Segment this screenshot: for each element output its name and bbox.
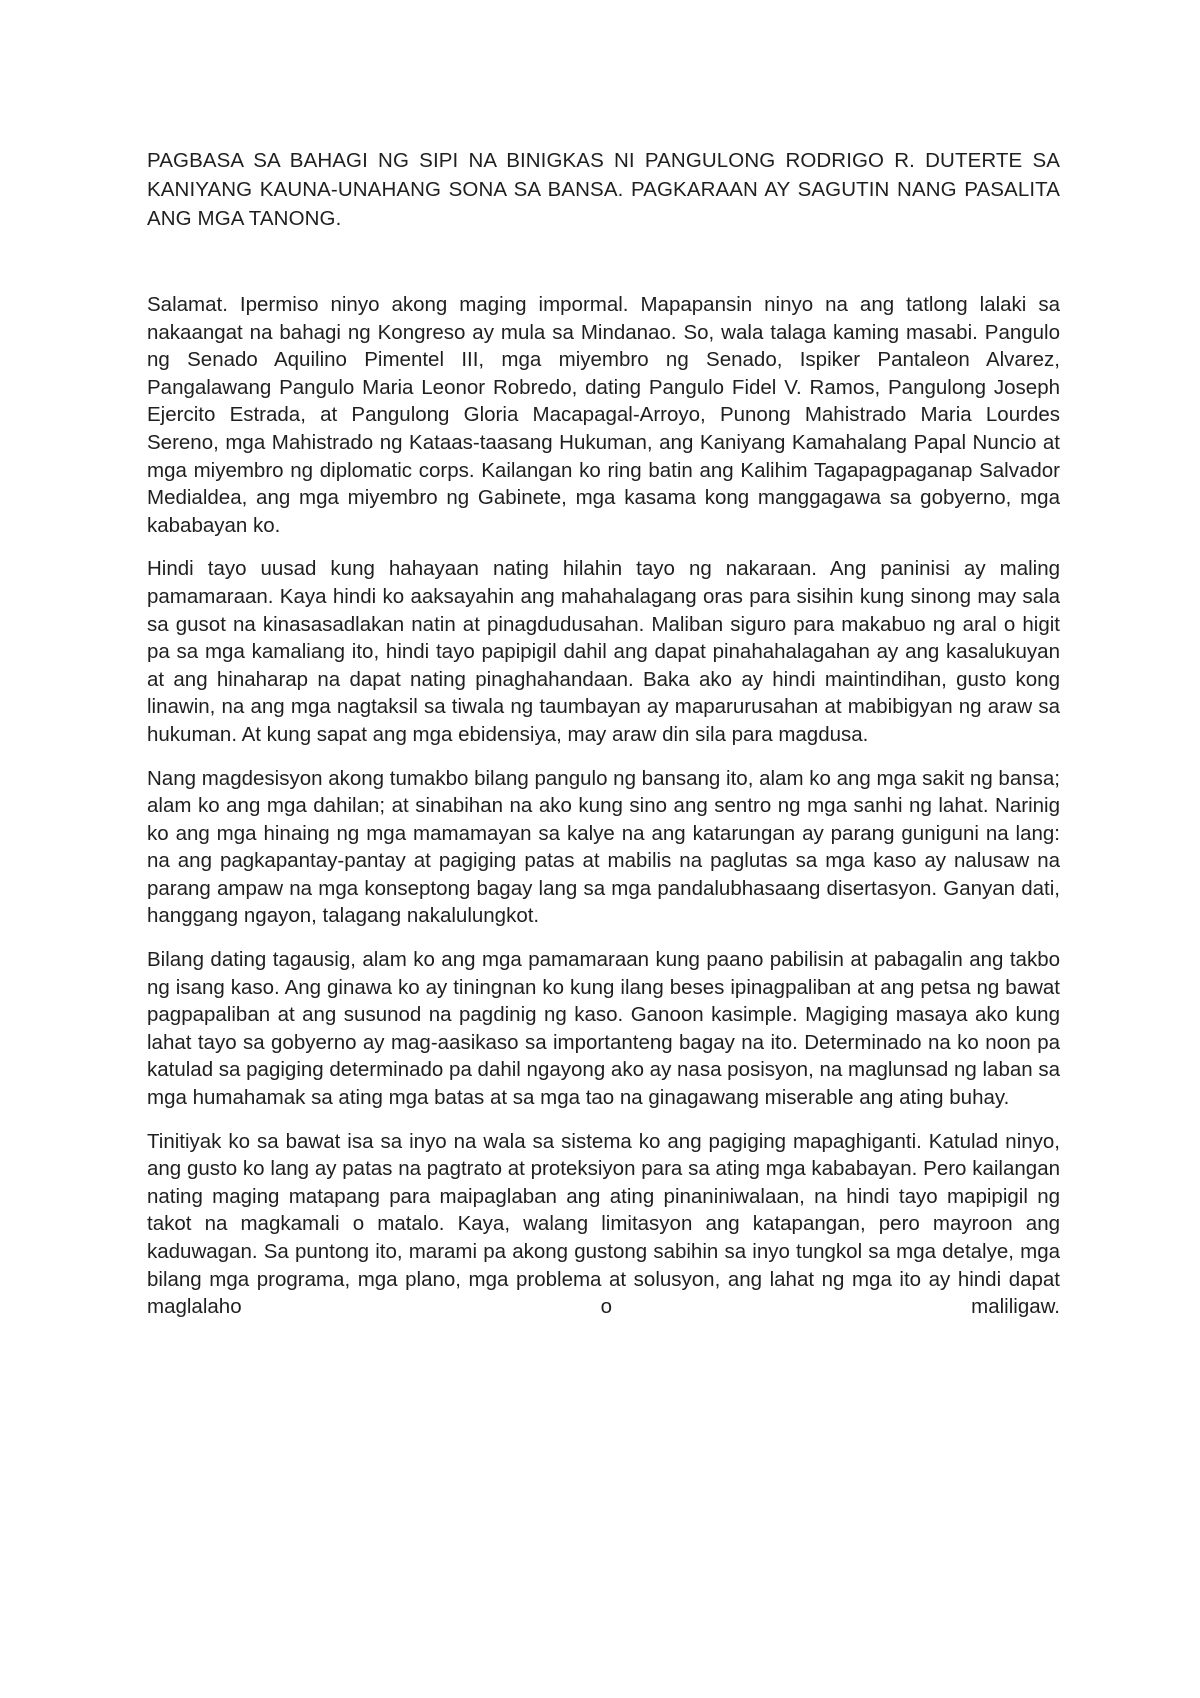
- document-body: [147, 146, 1060, 1337]
- document-heading: PAGBASA SA BAHAGI NG SIPI NA BINIGKAS NI PANGULONG RODRIGO R. DUTERTE SA KANIYANG KAUNA-UNAHANG SONA SA BANSA. PAGKARAAN AY SAGUTIN NANG PASALITA ANG MGA TANONG.: [147, 149, 1060, 230]
- paragraph-1: Salamat. Ipermiso ninyo akong maging impormal. Mapapansin ninyo na ang tatlong lalaki sa nakaangat na bahagi ng Kongreso ay mula sa Mindanao. So, wala talaga kaming masabi. Pangulo ng Senado Aquilino Pimentel III, mga miyembro ng Senado, Ispiker Pantaleon Alvarez, Pangalawang Pangulo Maria Leonor Robredo, dating Pangulo Fidel V. Ramos, Pangulong Joseph Ejercito Estrada, at Pangulong Gloria Macapagal-Arroyo, Punong Mahistrado Maria Lourdes Sereno, mga Mahistrado ng Kataas-taasang Hukuman, ang Kaniyang Kamahalang Papal Nuncio at mga miyembro ng diplomatic corps. Kailangan ko ring batin ang Kalihim Tagapagpaganap Salvador Medialdea, ang mga miyembro ng Gabinete, mga kasama kong manggagawa sa gobyerno, mga kababayan ko.: [147, 293, 1060, 537]
- paragraph-4: Bilang dating tagausig, alam ko ang mga pamamaraan kung paano pabilisin at pabagalin ang takbo ng isang kaso. Ang ginawa ko ay tiningnan ko kung ilang beses ipinagpaliban at ang petsa ng bawat pagpapaliban at ang susunod na pagdinig ng kaso. Ganoon kasimple. Magiging masaya ako kung lahat tayo sa gobyerno ay mag-aasikaso sa importanteng bagay na ito. Determinado na ko noon pa katulad sa pagiging determinado pa dahil ngayong ako ay nasa posisyon, na maglunsad ng laban sa mga humahamak sa ating mga batas at sa mga tao na ginagawang miserable ang ating buhay.: [147, 948, 1060, 1110]
- paragraph-5: Tinitiyak ko sa bawat isa sa inyo na wala sa sistema ko ang pagiging mapaghiganti. Katulad ninyo, ang gusto ko lang ay patas na pagtrato at proteksiyon para sa ating mga kababayan. Pero kailangan nating maging matapang para maipaglaban ang ating pinaniniwalaan, na hindi tayo mapipigil ng takot na magkamali o matalo. Kaya, walang limitasyon ang katapangan, pero mayroon ang kaduwagan. Sa puntong ito, marami pa akong gustong sabihin sa inyo tungkol sa mga detalye, mga bilang mga programa, mga plano, mga problema at solusyon, ang lahat ng mga ito ay hindi dapat maglalaho o maliligaw.: [147, 1129, 1060, 1319]
- paragraph-3: Nang magdesisyon akong tumakbo bilang pangulo ng bansang ito, alam ko ang mga sakit ng bansa; alam ko ang mga dahilan; at sinabihan na ako kung sino ang sentro ng mga sanhi ng lahat. Narinig ko ang mga hinaing ng mga mamamayan sa kalye na ang katarungan ay parang guniguni na lang: na ang pagkapantay-pantay at pagiging patas at mabilis na paglutas sa mga kaso ay nalusaw na parang ampaw na mga konseptong bagay lang sa mga pandalubhasaang disertasyon. Ganyan dati, hanggang ngayon, talagang nakalulungkot.: [147, 766, 1060, 928]
- paragraph-2: Hindi tayo uusad kung hahayaan nating hilahin tayo ng nakaraan. Ang paninisi ay maling pamamaraan. Kaya hindi ko aaksayahin ang mahahalagang oras para sisihin kung sinong may sala sa gusot na kinasasadlakan natin at pinagdudusahan. Maliban siguro para makabuo ng aral o higit pa sa mga kamaliang ito, hindi tayo papipigil dahil ang dapat pinahahalagahan ay ang kasalukuyan at ang hinaharap na dapat nating pinaghahandaan. Baka ako ay hindi maintindihan, gusto kong linawin, na ang mga nagtaksil sa tiwala ng taumbayan ay maparurusahan at mabibigyan ng araw sa hukuman. At kung sapat ang mga ebidensiya, may araw din sila para magdusa.: [147, 557, 1060, 746]
